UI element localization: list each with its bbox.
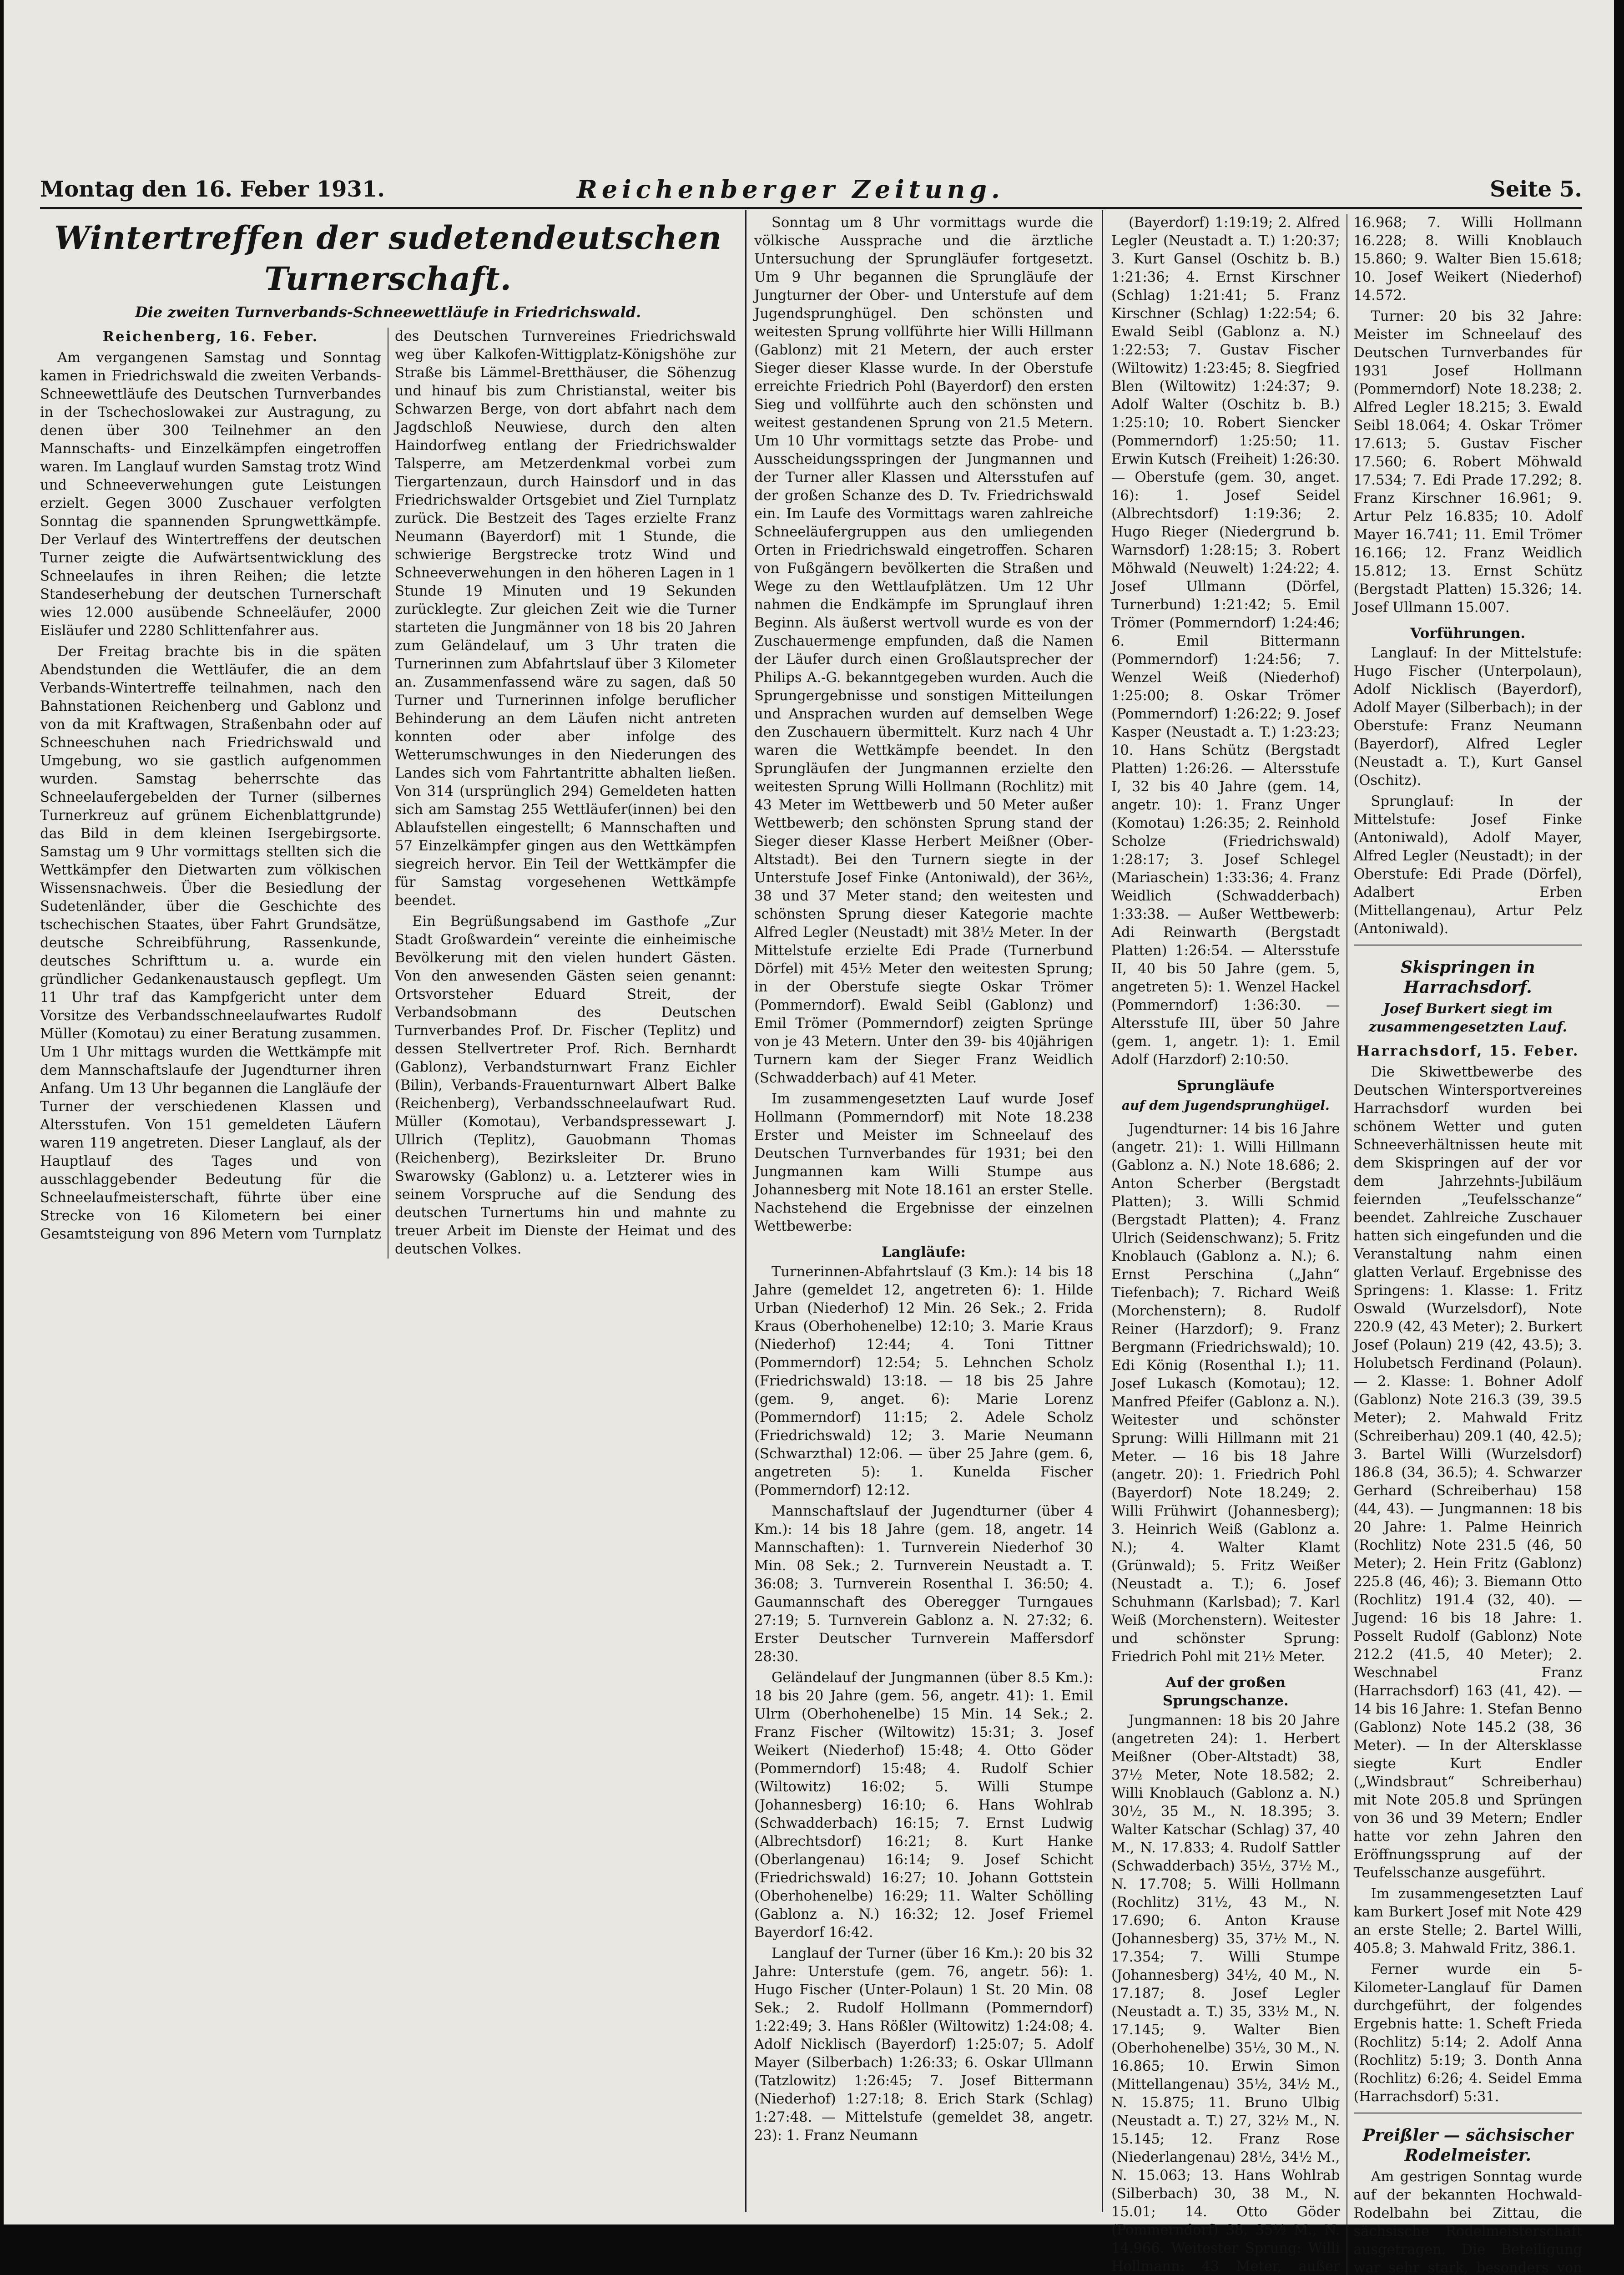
results-paragraph: Langlauf: In der Mittelstufe: Hugo Fischer (Unterpolaun), Adolf Nicklisch (Bayerdorf), Adolf Mayer (Silberbach); in der Oberstufe: Franz Neumann (Bayerdorf), Alfred Legler (Neustadt a. T.), Kurt Gansel (Oschitz). (1353, 645, 1582, 789)
results-paragraph: Mannschaftslauf der Jugendturner (über 4 Km.): 14 bis 18 Jahre (gem. 18, angetr. 14 Mannschaften): 1. Turnverein Niederhof 30 Min. 08 Sek.; 2. Turnverein Neustadt a. T. 36:08; 3. Turnverein Rosenthal I. 36:50; 4. Gaumannschaft des Oberegger Turngaues 27:19; 5. Turnverein Gablonz a. N. 27:32; 6. Erster Deutscher Turnverein Maffersdorf 28:30. (754, 1503, 1093, 1665)
article-paragraph: Am gestrigen Sonntag wurde auf der bekannten Hochwald-Rodelbahn bei Zittau, die sächsische Rodelmeisterschaft ausgetragen. Die Beteiligung war sehr stark, besonders von (1353, 2169, 1582, 2275)
column-divider (1102, 210, 1103, 2212)
article-dateline: Reichenberg, 16. Feber. (102, 329, 319, 345)
results-paragraph: Geländelauf der Jungmannen (über 8.5 Km.): 18 bis 20 Jahre (gem. 56, angetr. 41): 1. Emil Ulrm (Oberhohenelbe) 15 Min. 14 Sek.; 2. Franz Fischer (Wiltowitz) 15:31; 3. Josef Weikert (Niederhof) 15:48; 4. Otto Göder (Pommerndorf) 15:48; 4. Rudolf Schier (Wiltowitz) 16:02; 5. Willi Stumpe (Johannesberg) 16:10; 6. Hans Wohlrab (Schwadderbach) 16:15; 7. Ernst Ludwig (Albrechtsdorf) 16:21; 8. Kurt Hanke (Oberlangenau) 16:14; 9. Josef Schicht (Friedrichswald) 16:27; 10. Johann Gottstein (Oberhohenelbe) 16:29; 11. Walter Schölling (Gablonz a. N.) 16:32; 12. Josef Friemel Bayerdorf 16:42. (754, 1670, 1093, 1941)
page-header (40, 177, 1582, 204)
results-section (1111, 214, 1582, 2275)
results-paragraph: Turner: 20 bis 32 Jahre: Meister im Schneelauf des Deutschen Turnverbandes für 1931 Josef Hollmann (Pommerndorf) Note 18.238; 2. Alfred Legler 18.215; 3. Ewald Seibl 18.064; 4. Oskar Trömer 17.613; 5. Gustav Fischer 17.560; 6. Robert Möhwald 17.534; 7. Edi Prade 17.292; 8. Franz Kirschner 16.961; 9. Artur Pelz 16.835; 10. Adolf Mayer 16.741; 11. Emil Trömer 16.166; 12. Franz Weidlich 15.812; 13. Ernst Schütz (Bergstadt Platten) 15.326; 14. Josef Ullmann 15.007. (1353, 308, 1582, 616)
article-paragraph: Die Skiwettbewerbe des Deutschen Wintersportvereines Harrachsdorf wurden bei schönem Wetter und guten Schneeverhältnissen heute mit dem Skispringen auf der vor dem Jahrzehnts-Jubiläum feiernden „Teufelsschanze“ beendet. Zahlreiche Zuschauer hatten sich eingefunden und die Veranstaltung nahm einen glatten Verlauf. Ergebnisse des Springens: 1. Klasse: 1. Fritz Oswald (Wurzelsdorf), Note 220.9 (42, 43 Meter); 2. Burkert Josef (Polaun) 219 (42, 43.5); 3. Holubetsch Ferdinand (Polaun). — 2. Klasse: 1. Bohner Adolf (Gablonz) Note 216.3 (39, 39.5 Meter); 2. Mahwald Fritz (Schreiberhau) 209.1 (40, 42.5); 3. Bartel Willi (Wurzelsdorf) 186.8 (34, 36.5); 4. Schwarzer Gerhard (Schreiberhau) 158 (44, 43). — Jungmannen: 18 bis 20 Jahre: 1. Palme Heinrich (Rochlitz) Note 231.5 (46, 50 Meter); 2. Hein Fritz (Gablonz) 225.8 (46, 46); 3. Biemann Otto (Rochlitz) 191.4 (32, 40). — Jugend: 16 bis 18 Jahre: 1. Posselt Rudolf (Gablonz) Note 212.2 (41.5, 40 Meter); 2. Weschnabel Franz (Harrachsdorf) 163 (41, 42). — 14 bis 16 Jahre: 1. Stefan Benno (Gablonz) Note 145.2 (38, 36 Meter). — In der Altersklasse siegte Kurt Endler („Windsbraut“ Schreiberhau) mit Note 205.8 und Sprüngen von 36 und 39 Metern; Endler hatte vor zehn Jahren den Eröffnungssprung auf der Teufelsschanze ausgeführt. (1353, 1064, 1582, 1881)
results-paragraph: 16.968; 7. Willi Hollmann 16.228; 8. Willi Knoblauch 15.860; 9. Walter Bien 15.618; 10. Josef Weikert (Niederhof) 14.572. (1353, 215, 1582, 303)
section-heading-vorfuehrungen: Vorführungen. (1410, 625, 1526, 642)
issue-date: Montag den 16. Feber 1931. (40, 177, 385, 202)
article-headline-rodelmeister: Preißler — sächsischer Rodelmeister. (1362, 2126, 1573, 2165)
article-paragraph: Am vergangenen Samstag und Sonntag kamen in Friedrichswald die zweiten Verbands-Schneewettläufe des Deutschen Turnverbandes in der Tschechoslowakei zur Austragung, zu denen über 300 Teilnehmer an den Mannschafts- und Einzelkämpfen eingetroffen waren. Im Langlauf wurden Samstag trotz Wind und Schneeverwehungen gute Leistungen erzielt. Gegen 3000 Zuschauer verfolgten Sonntag die spannenden Sprungwettkämpfe. Der Verlauf des Wintertreffens der deutschen Turner zeigte die Aufwärtsentwicklung des Schneelaufes in ihren Reihen; die letzte Standeserhebung der deutschen Turnerschaft wies 12.000 ausübende Schneeläufer, 2000 Eisläufer und 2280 Schlittenfahrer aus. (40, 350, 381, 639)
results-paragraph: Jungmannen: 18 bis 20 Jahre (angetreten 24): 1. Herbert Meißner (Ober-Altstadt) 38, 37½ Meter, Note 18.582; 2. Willi Knoblauch (Gablonz a. N.) 30½, 35 M., N. 18.395; 3. Walter Katschar (Schlag) 37, 40 M., N. 17.833; 4. Rudolf Sattler (Schwadderbach) 35½, 37½ M., N. 17.708; 5. Willi Hollmann (Rochlitz) 31½, 43 M., N. 17.690; 6. Anton Krause (Johannesberg) 35, 37½ M., N. 17.354; 7. Willi Stumpe (Johannesberg) 34½, 40 M., N. 17.187; 8. Josef Legler (Neustadt a. T.) 35, 33½ M., N. 17.145; 9. Walter Bien (Oberhohenelbe) 35½, 30 M., N. 16.865; 10. Erwin Simon (Mittellangenau) 35½, 34½ M., N. 15.875; 11. Bruno Ulbig (Neustadt a. T.) 27, 32½ M., N. 15.145; 12. Franz Rose (Niederlangenau) 28½, 34½ M., N. 15.063; 13. Hans Wohlrab (Silberbach) 30, 38 M., N. 15.01; 14. Otto Göder (Pommerndorf) 38, 35½ M., N. 14.966. Weitester Sprung: Willi Hollmann: 43 Meter, außer (1111, 1713, 1340, 2275)
header-rule (40, 207, 1582, 209)
page-number: Seite 5. (1490, 177, 1582, 202)
article-continuation (754, 214, 1093, 2207)
results-paragraph: Turnerinnen-Abfahrtslauf (3 Km.): 14 bis 18 Jahre (gemeldet 12, angetreten 6): 1. Hilde Urban (Niederhof) 12 Min. 26 Sek.; 2. Frida Kraus (Oberhohenelbe) 12:10; 3. Marie Kraus (Niederhof) 12:44; 4. Toni Tittner (Pommerndorf) 12:54; 5. Lehnchen Scholz (Friedrichswald) 13:18. — 18 bis 25 Jahre (gem. 9, anget. 6): Marie Lorenz (Pommerndorf) 11:15; 2. Adele Scholz (Friedrichswald) 12; 3. Marie Neumann (Schwarzthal) 12:06. — über 25 Jahre (gem. 6, angetreten 5): 1. Kunelda Fischer (Pommerndorf) 12:12. (754, 1264, 1093, 1498)
article-headline-harrachsdorf: Skispringen in Harrachsdorf. (1400, 958, 1535, 997)
section-subheading: auf dem Jugendsprunghügel. (1121, 1098, 1330, 1113)
masthead: Reichenberger Zeitung. (577, 175, 1004, 204)
article-turnerschaft (40, 214, 736, 2207)
results-paragraph: (Bayerdorf) 1:19:19; 2. Alfred Legler (Neustadt a. T.) 1:20:37; 3. Kurt Gansel (Oschitz b. B.) 1:21:36; 4. Ernst Kirschner (Schlag) 1:21:41; 5. Franz Kirschner (Schlag) 1:22:54; 6. Ewald Seibl (Gablonz a. N.) 1:22:53; 7. Gustav Fischer (Wiltowitz) 1:23:45; 8. Siegfried Blen (Wiltowitz) 1:24:37; 9. Adolf Walter (Oschitz b. B.) 1:25:10; 10. Robert Siencker (Pommerndorf) 1:25:50; 11. Erwin Kutsch (Freiheit) 1:26:30. — Oberstufe (gem. 30, anget. 16): 1. Josef Seidel (Albrechtsdorf) 1:19:36; 2. Hugo Rieger (Niedergrund b. Warnsdorf) 1:28:15; 3. Robert Möhwald (Neuwelt) 1:24:22; 4. Josef Ullmann (Dörfel, Turnerbund) 1:21:42; 5. Emil Trömer (Pommerndorf) 1:24:46; 6. Emil Bittermann (Pommerndorf) 1:24:56; 7. Wenzel Weiß (Niederhof) 1:25:00; 8. Oskar Trömer (Pommerndorf) 1:26:22; 9. Josef Kasper (Neustadt a. T.) 1:23:23; 10. Hans Schütz (Bergstadt Platten) 1:26:26. — Altersstufe I, 32 bis 40 Jahre (gem. 14, angetr. 10): 1. Franz Unger (Komotau) 1:26:35; 2. Reinhold Scholze (Friedrichswald) 1:28:17; 3. Josef Schlegel (Mariaschein) 1:33:36; 4. Franz Weidlich (Schwadderbach) 1:33:38. — Außer Wettbewerb: Adi Reinwarth (Bergstadt Platten) 1:26:54. — Altersstufe II, 40 bis 50 Jahre (gem. 5, angetreten 5): 1. Wenzel Hackel (Pommerndorf) 1:36:30. — Altersstufe III, über 50 Jahre (gem. 1, angetr. 1): 1. Emil Adolf (Harzdorf) 2:10:50. (1111, 215, 1340, 1068)
article-paragraph: Im zusammengesetzten Lauf kam Burkert Josef mit Note 429 an erste Stelle; 2. Bartel Willi, 405.8; 3. Mahwald Fritz, 386.1. (1353, 1886, 1582, 1956)
results-columns (1111, 214, 1582, 2275)
article-headline: Wintertreffen der sudetendeutschen Turnerschaft. (54, 219, 722, 298)
results-paragraph: Jugendturner: 14 bis 16 Jahre (angetr. 21): 1. Willi Hillmann (Gablonz a. N.) Note 18.686; 2. Anton Scherber (Bergstadt Platten); 3. Willi Schmid (Bergstadt Platten); 4. Franz Ulrich (Seidenschwanz); 5. Fritz Knoblauch (Gablonz a. N.); 6. Ernst Perschina („Jahn“ Tiefenbach); 7. Richard Weiß (Morchenstern); 8. Rudolf Reiner (Harzdorf); 9. Franz Bergmann (Friedrichswald); 10. Edi König (Rosenthal I.); 11. Josef Lukasch (Komotau); 12. Manfred Pfeifer (Gablonz a. N.). Weitester und schönster Sprung: Willi Hillmann mit 21 Meter. — 16 bis 18 Jahre (angetr. 20): 1. Friedrich Pohl (Bayerdorf) Note 18.249; 2. Willi Frühwirt (Johannesberg); 3. Heinrich Weiß (Gablonz a. N.); 4. Walter Klamt (Grünwald); 5. Fritz Weißer (Neustadt a. T.); 6. Josef Schuhmann (Karlsbad); 7. Karl Weiß (Morchenstern). Weitester und schönster Sprung: Friedrich Pohl mit 21½ Meter. (1111, 1121, 1340, 1665)
column-divider (745, 210, 746, 2212)
section-heading-grosse-schanze: Auf der großen Sprungschanze. (1162, 1674, 1289, 1709)
article-paragraph: Sonntag um 8 Uhr vormittags wurde die völkische Aussprache und die ärztliche Untersuchung der Sprungläufer fortgesetzt. Um 9 Uhr begannen die Sprungläufe der Jungturner der Ober- und Unterstufe auf dem Jugendsprunghügel. Den schönsten und weitesten Sprung vollführte hier Willi Hillmann (Gablonz) mit 21 Metern, der auch erster Sieger dieser Klasse wurde. In der Oberstufe erreichte Friedrich Pohl (Bayerdorf) den ersten Sieg und vollführte auch den schönsten und weitest gestandenen Sprung von 21.5 Metern. Um 10 Uhr vormittags setzte das Probe- und Ausscheidungsspringen der Jungmannen und der Turner aller Klassen und Altersstufen auf der großen Schanze des D. Tv. Friedrichswald ein. Im Laufe des Vormittags waren zahlreiche Schneeläufergruppen aus den umliegenden Orten in Friedrichswald eingetroffen. Scharen von Fußgängern bevölkerten die Straßen und Wege zu den Wettlaufplätzen. Um 12 Uhr nahmen die Endkämpfe im Sprunglauf ihren Beginn. Als äußerst wertvoll wurde es von der Zuschauermenge empfunden, daß die Namen der Läufer durch einen Großlautsprecher der Philips A.-G. bekanntgegeben wurden. Auch die Sprungergebnisse und sonstigen Mitteilungen und Ansprachen wurden auf demselben Wege den Zuschauern übermittelt. Kurz nach 4 Uhr waren die Wettkämpfe beendet. In den Sprungläufen der Jungmannen erzielte den weitesten Sprung Willi Hollmann (Rochlitz) mit 43 Meter im Wettbewerb und 50 Meter außer Wettbewerb; den schönsten Sprung stand der Sieger dieser Klasse Herbert Meißner (Ober-Altstadt). Bei den Turnern siegte in der Unterstufe Josef Finke (Antoniwald), der 36½, 38 und 37 Meter stand; den weitesten und schönsten Sprung dieser Kategorie machte Alfred Legler (Neustadt) mit 38½ Meter. In der Mittelstufe erzielte Edi Prade (Turnerbund Dörfel) mit 45½ Meter den weitesten Sprung; in der Oberstufe siegte Oskar Trömer (Pommerndorf). Ewald Seibl (Gablonz) und Emil Trömer (Pommerndorf) zeigten Sprünge von je 43 Metern. Unter den 39- bis 40jährigen Turnern kam der Sieger Franz Weidlich (Schwadderbach) auf 41 Meter. (754, 215, 1093, 1086)
section-heading-langlaeufe: Langläufe: (881, 1244, 966, 1260)
article-paragraph: Der Freitag brachte bis in die späten Abendstunden die Wettläufer, die an dem Verbands-Wintertreffe teilnahmen, nach den Bahnstationen Reichenberg und Gablonz und von da mit Kraftwagen, Straßenbahn oder auf Schneeschuhen nach Friedrichswald und Umgebung, wo sie gastlich aufgenommen wurden. Samstag beherrschte das Schneelaufergebelden der Turner (silbernes Turnerkreuz auf grünem Eichenblattgrunde) das Bild in dem kleinen Isergebirgsorte. Samstag um 9 Uhr vormittags stellten sich die Wettkämpfer den Dietwarten zum völkischen Wissensnachweis. Über die Besiedlung der Sudetenländer, über die Geschichte des tschechischen Staates, über Fahrt Grundsätze, deutsche Schreibführung, Rassenkunde, deutsches Schrifttum u. a. wurde ein gründlicher Gedankenaustausch gepflegt. Um 11 Uhr traf das Kampfgericht unter dem Vorsitze des Verbandsschneelaufwartes Rudolf Müller (Komotau) zu einer Beratung zusammen. Um 1 Uhr mittags wurden die Wettkämpfe mit dem Mannschaftslaufe der Jugendturner ihren Anfang. Um 13 Uhr begannen die Langläufe der Turner der verschiedenen Klassen und Altersstufen. Von 151 gemeldeten Läufern waren 119 angetreten. Dieser Langlauf, als der Hauptlauf des Tages und von ausschlaggebender Bedeutung für die Schneelaufmeisterschaft, führte über eine Strecke von 16 Kilometern bei einer Gesamtsteigung von 896 Metern vom Turnplatz des Deutschen Turnvereines Friedrichswald weg über Kalkofen-Wittigplatz-Königshöhe zur Straße bis Lämmel-Bretthäuser, die Söhenzug und hinauf bis zum Christianstal, weiter bis Schwarzen Berge, von dort abfahrt nach dem Jagdschloß Neuwiese, durch den alten Haindorfweg entlang der Friedrichswalder Talsperre, am Metzerdenkmal vorbei zum Tiergartenzaun, durch Hainsdorf und in das Friedrichswalder Ortsgebiet und Ziel Turnplatz zurück. Die Bestzeit des Tages erzielte Franz Neumann (Bayerdorf) mit 1 Stunde, die schwierige Bergstrecke trotz Wind und Schneeverwehungen in den höheren Lagen in 1 Stunde 19 Minuten und 19 Sekunden zurücklegte. Zur gleichen Zeit wie die Turner starteten die Jungmänner von 18 bis 20 Jahren zum Geländelauf, um 3 Uhr traten die Turnerinnen zum Abfahrtslauf über 3 Kilometer an. Zusammenfassend wäre zu sagen, daß 50 Turner und Turnerinnen infolge beruflicher Behinderung an dem Läufen nicht antreten konnten oder aber infolge des Wetterumschwunges in den Niederungen des Landes sich vom Fahrtantritte abhalten ließen. Von 314 (ursprünglich 294) Gemeldeten hatten sich am Samstag 255 Wettläufer(innen) bei den Ablaufstellen eingestellt; 6 Mannschaften und 57 Einzelkämpfer gingen aus den Wettkämpfen siegreich hervor. Ein Teil der Wettkämpfer die für Samstag vorgesehenen Wettkämpfe beendet. (40, 329, 736, 1242)
newspaper-page (4, 0, 1614, 2275)
article-paragraph: Ferner wurde ein 5-Kilometer-Langlauf für Damen durchgeführt, der folgendes Ergebnis hatte: 1. Scheft Frieda (Rochlitz) 5:14; 2. Adolf Anna (Rochlitz) 5:19; 3. Donth Anna (Rochlitz) 6:26; 4. Seidel Emma (Harrachsdorf) 5:31. (1353, 1962, 1582, 2105)
results-paragraph: Sprunglauf: In der Mittelstufe: Josef Finke (Antoniwald), Adolf Mayer, Alfred Legler (Neustadt); in der Oberstufe: Edi Prade (Dörfel), Adalbert Erben (Mittellangenau), Artur Pelz (Antoniwald). (1353, 794, 1582, 937)
article-paragraph: Im zusammengesetzten Lauf wurde Josef Hollmann (Pommerndorf) mit Note 18.238 Erster und Meister im Schneelauf des Deutschen Turnverbandes für 1931; bei den Jungmannen kam Willi Stumpe aus Johannesberg mit Note 18.161 an erster Stelle. Nachstehend die Ergebnisse der einzelnen Wettbewerbe: (754, 1091, 1093, 1234)
article-subhead-harrachsdorf: Josef Burkert siegt im zusammengesetzten Lauf. (1368, 1001, 1567, 1035)
article-dateline: Harrachsdorf, 15. Feber. (1356, 1043, 1579, 1059)
results-paragraph: Langlauf der Turner (über 16 Km.): 20 bis 32 Jahre: Unterstufe (gem. 76, angetr. 56): 1. Hugo Fischer (Unter-Polaun) 1 St. 20 Min. 08 Sek.; 2. Rudolf Hollmann (Pommerndorf) 1:22:49; 3. Hans Rößler (Wiltowitz) 1:24:08; 4. Adolf Nicklisch (Bayerdorf) 1:25:07; 5. Adolf Mayer (Silberbach) 1:26:33; 6. Oskar Ullmann (Tatzlowitz) 1:26:45; 7. Josef Bittermann (Niederhof) 1:27:18; 8. Erich Stark (Schlag) 1:27:48. — Mittelstufe (gemeldet 38, angetr. 23): 1. Franz Neumann (754, 1946, 1093, 2144)
article-paragraph: Ein Begrüßungsabend im Gasthofe „Zur Stadt Großwardein“ vereinte die einheimische Bevölkerung mit den vielen hundert Gästen. Von den anwesenden Gästen seien genannt: Ortsvorsteher Eduard Streit, der Verbandsobmann des Deutschen Turnverbandes Prof. Dr. Fischer (Teplitz) und dessen Stellvertreter Prof. Rich. Bernhardt (Gablonz), Verbandsturnwart Franz Eichler (Bilin), Verbands-Frauenturnwart Albert Balke (Reichenberg), Verbandsschneelaufwart Rud. Müller (Komotau), Verbandspressewart J. Ullrich (Teplitz), Gauobmann Thomas (Reichenberg), Bezirksleiter Dr. Bruno Swarowsky (Gablonz) u. a. Letzterer wies in seinem Vorspruche auf die Sendung des deutschen Turnertums hin und mahnte zu treuer Arbeit im Dienste der Heimat und des deutschen Volkes. (395, 914, 736, 1257)
article-body (40, 328, 736, 1259)
article-subhead: Die zweiten Turnverbands-Schneewettläufe in Friedrichswald. (135, 303, 641, 321)
section-heading-sprunglaeufe: Sprungläufe (1176, 1077, 1275, 1094)
